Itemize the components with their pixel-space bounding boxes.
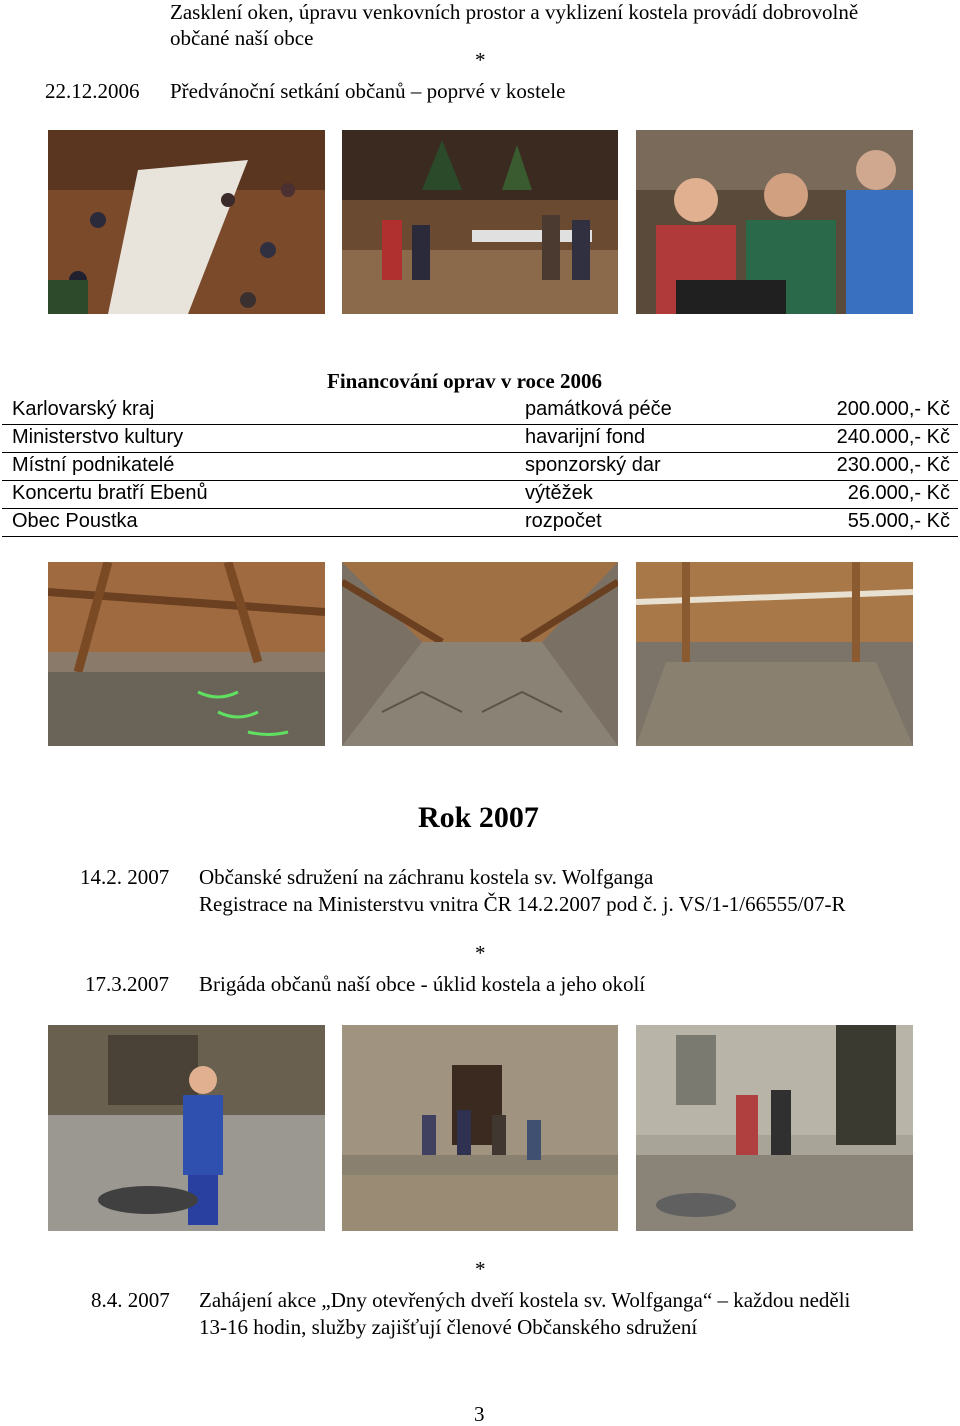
- funding-amount: 230.000,- Kč: [836, 454, 950, 476]
- intro-line-2: občané naší obce: [170, 26, 314, 50]
- table-row: [2, 508, 958, 537]
- event-text: Občanské sdružení na záchranu kostela sv. Wolfganga: [199, 865, 654, 889]
- separator-star: *: [475, 1257, 486, 1281]
- event-text-continued: 13-16 hodin, služby zajišťují členové Občanského sdružení: [199, 1315, 698, 1339]
- photo-attic-1: [48, 562, 325, 746]
- separator-star: *: [475, 48, 486, 72]
- funding-source: Koncertu bratří Ebenů: [12, 482, 208, 504]
- funding-source: Ministerstvo kultury: [12, 426, 184, 448]
- table-row: [2, 480, 958, 509]
- photo-christmas-meeting-2: [342, 130, 618, 314]
- funding-source: Obec Poustka: [12, 510, 138, 532]
- photo-christmas-meeting-1: [48, 130, 325, 314]
- funding-purpose: sponzorský dar: [525, 454, 661, 476]
- separator-star: *: [475, 941, 486, 965]
- event-text-continued: Registrace na Ministerstvu vnitra ČR 14.2.2007 pod č. j. VS/1-1/66555/07-R: [199, 892, 846, 916]
- funding-amount: 200.000,- Kč: [836, 398, 950, 420]
- funding-amount: 55.000,- Kč: [847, 510, 950, 532]
- photo-cleanup-3: [636, 1025, 913, 1231]
- event-text: Zahájení akce „Dny otevřených dveří kostela sv. Wolfganga“ – každou neděli: [199, 1288, 851, 1312]
- funding-source: Karlovarský kraj: [12, 398, 155, 420]
- intro-line-1: Zasklení oken, úpravu venkovních prostor a vyklizení kostela provádí dobrovolně: [170, 0, 859, 24]
- table-row: [2, 424, 958, 453]
- event-text: Předvánoční setkání občanů – poprvé v kostele: [170, 79, 566, 103]
- financing-title: Financování oprav v roce 2006: [327, 369, 602, 393]
- funding-purpose: havarijní fond: [525, 426, 646, 448]
- photo-attic-3: [636, 562, 913, 746]
- photo-attic-2: [342, 562, 618, 746]
- year-heading: Rok 2007: [418, 801, 539, 834]
- page-number: 3: [474, 1402, 485, 1426]
- funding-source: Místní podnikatelé: [12, 454, 175, 476]
- photo-cleanup-2: [342, 1025, 618, 1231]
- event-text: Brigáda občanů naší obce - úklid kostela a jeho okolí: [199, 972, 646, 996]
- event-date: 8.4. 2007: [91, 1288, 170, 1312]
- event-date: 14.2. 2007: [80, 865, 170, 889]
- photo-cleanup-1: [48, 1025, 325, 1231]
- event-date: 22.12.2006: [45, 79, 140, 103]
- photo-christmas-meeting-3: [636, 130, 913, 314]
- table-row: [2, 452, 958, 481]
- funding-amount: 26.000,- Kč: [847, 482, 950, 504]
- funding-amount: 240.000,- Kč: [836, 426, 950, 448]
- funding-purpose: výtěžek: [525, 482, 593, 504]
- funding-purpose: památková péče: [525, 398, 672, 420]
- event-date: 17.3.2007: [85, 972, 169, 996]
- funding-purpose: rozpočet: [525, 510, 602, 532]
- table-row: [2, 396, 958, 425]
